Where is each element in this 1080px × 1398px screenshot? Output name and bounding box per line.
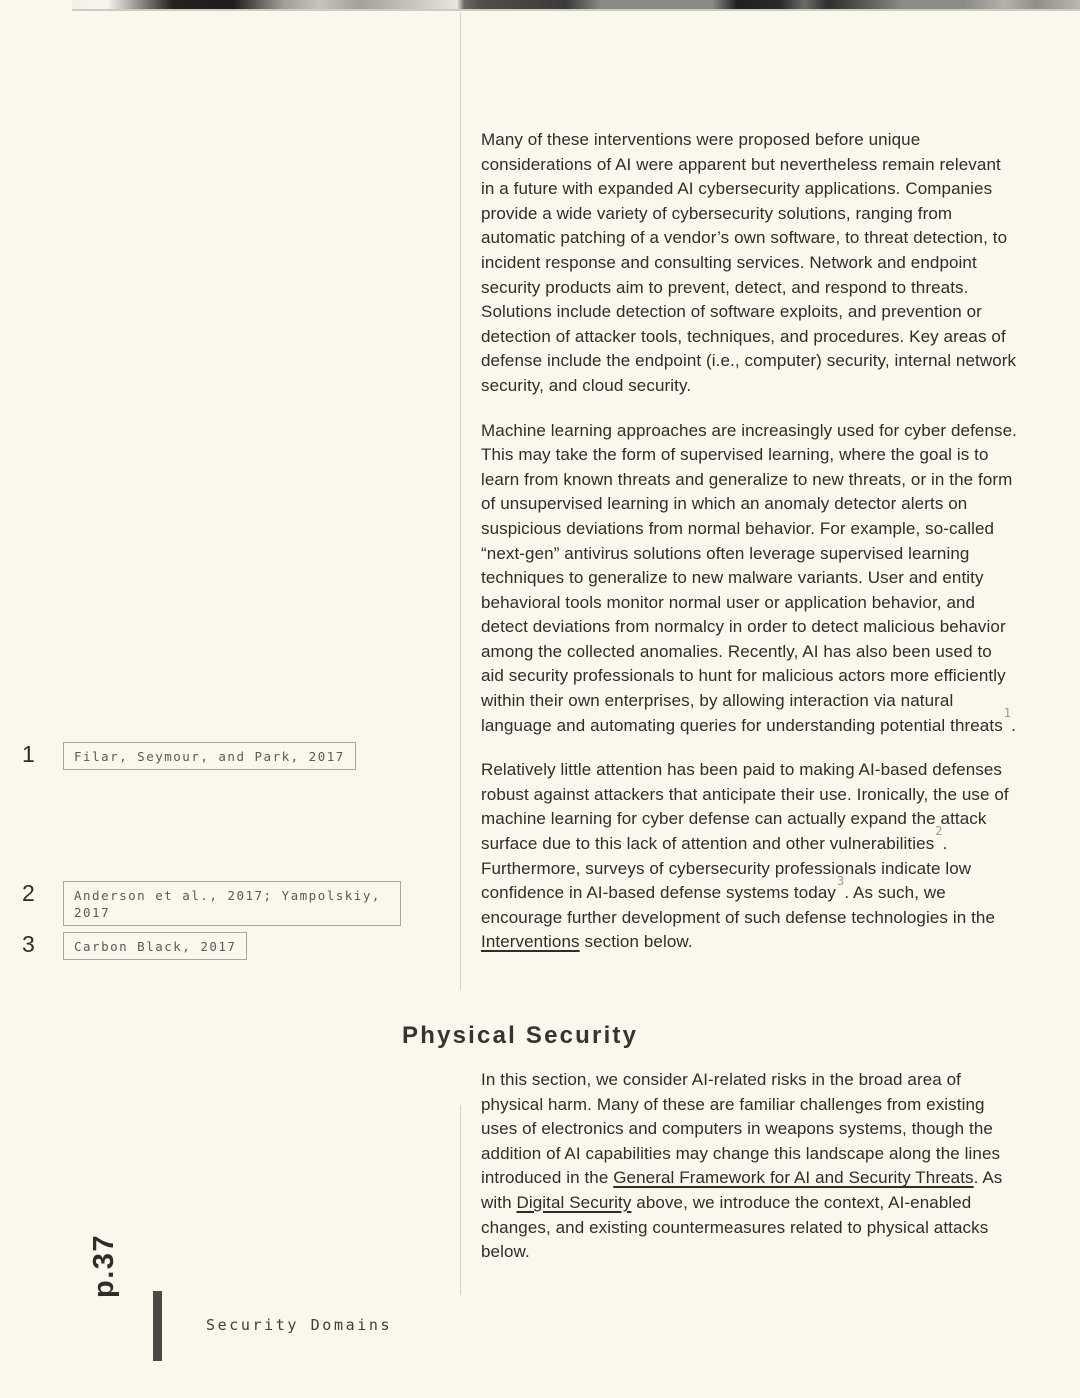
section-heading: Physical Security: [402, 1022, 639, 1049]
article-column: [481, 128, 1017, 975]
paragraph: [481, 758, 1017, 955]
text-run: Many of these interventions were proposed before unique considerations of AI were apparent but nevertheless remain relevant in a future with expanded AI cybersecurity applications. Companies provide a wide variety of cybersecurity solutions, ranging from automatic patching of a vendor’s own software, to threat detection, to incident response and consulting services. Network and endpoint security products aim to prevent, detect, and respond to threats. Solutions include detection of software exploits, and prevention or detection of attacker tools, techniques, and procedures. Key areas of defense include the endpoint (i.e., computer) security, internal network security, and cloud security.: [481, 130, 1017, 395]
footnote-number: 1: [22, 741, 35, 767]
page-number: p.37: [88, 1233, 120, 1298]
text-run: In this section, we consider AI-related risks in the broad area of physical harm. Many of these are familiar challenges from existing uses of electronics and computers in weapons systems, though the addition of AI capabilities may change this landscape along the lines introduced in the: [481, 1070, 1001, 1188]
footer-bar: [153, 1291, 162, 1361]
text-run: .: [1011, 715, 1016, 735]
footnote-number: 3: [22, 931, 35, 957]
page-top-image-strip: [72, 0, 1080, 11]
text-run: . Furthermore, surveys of cybersecurity professionals indicate low confidence in AI-based defense systems today: [481, 834, 972, 903]
footnote-citation: Anderson et al., 2017; Yampolskiy, 2017: [63, 881, 401, 926]
cross-reference-link[interactable]: General Framework for AI and Security Threats: [613, 1168, 974, 1188]
text-run: above, we introduce the context, AI-enabled changes, and existing countermeasures related to physical attacks below.: [481, 1192, 989, 1262]
paragraph: [481, 419, 1017, 739]
footnote-citation: Filar, Seymour, and Park, 2017: [63, 742, 356, 770]
footnote-reference-superscript: 1: [1003, 706, 1012, 720]
footnote-number: 2: [22, 880, 35, 906]
paragraph: [481, 1068, 1017, 1265]
paragraph: [481, 128, 1017, 399]
text-run: . As such, we encourage further development of such defense technologies in the: [481, 883, 996, 927]
text-run: Relatively little attention has been paid to making AI-based defenses robust against attackers that anticipate their use. Ironically, the use of machine learning for cyber defense can actually expand the attack surface due to this lack of attention and other vulnerabilities: [481, 760, 1009, 854]
footer-section-label: Security Domains: [206, 1316, 393, 1334]
text-run: . As with: [481, 1168, 1003, 1212]
section-intro: [481, 1068, 1017, 1285]
footnote-reference-superscript: 2: [935, 824, 943, 839]
column-divider-lower: [460, 1105, 461, 1295]
text-run: Machine learning approaches are increasingly used for cyber defense. This may take the form of supervised learning, where the goal is to learn from known threats and generalize to new threats, or in the form of unsupervised learning in which an anomaly detector alerts on suspicious deviations from normal behavior. For example, so-called “next-gen” antivirus solutions often leverage supervised learning techniques to generalize to new malware variants. User and entity behavioral tools monitor normal user or application behavior, and detect deviations from normalcy in order to detect malicious behavior among the collected anomalies. Recently, AI has also been used to aid security professionals to hunt for malicious actors more efficiently within their own enterprises, by allowing interaction via natural language and automating queries for understanding potential threats: [481, 420, 1017, 735]
cross-reference-link[interactable]: Interventions: [481, 932, 580, 952]
text-run: section below.: [579, 932, 693, 952]
footnote-reference-superscript: 3: [837, 873, 845, 888]
cross-reference-link[interactable]: Digital Security: [516, 1192, 632, 1212]
column-divider-upper: [460, 13, 461, 990]
footnote-citation: Carbon Black, 2017: [63, 932, 247, 960]
